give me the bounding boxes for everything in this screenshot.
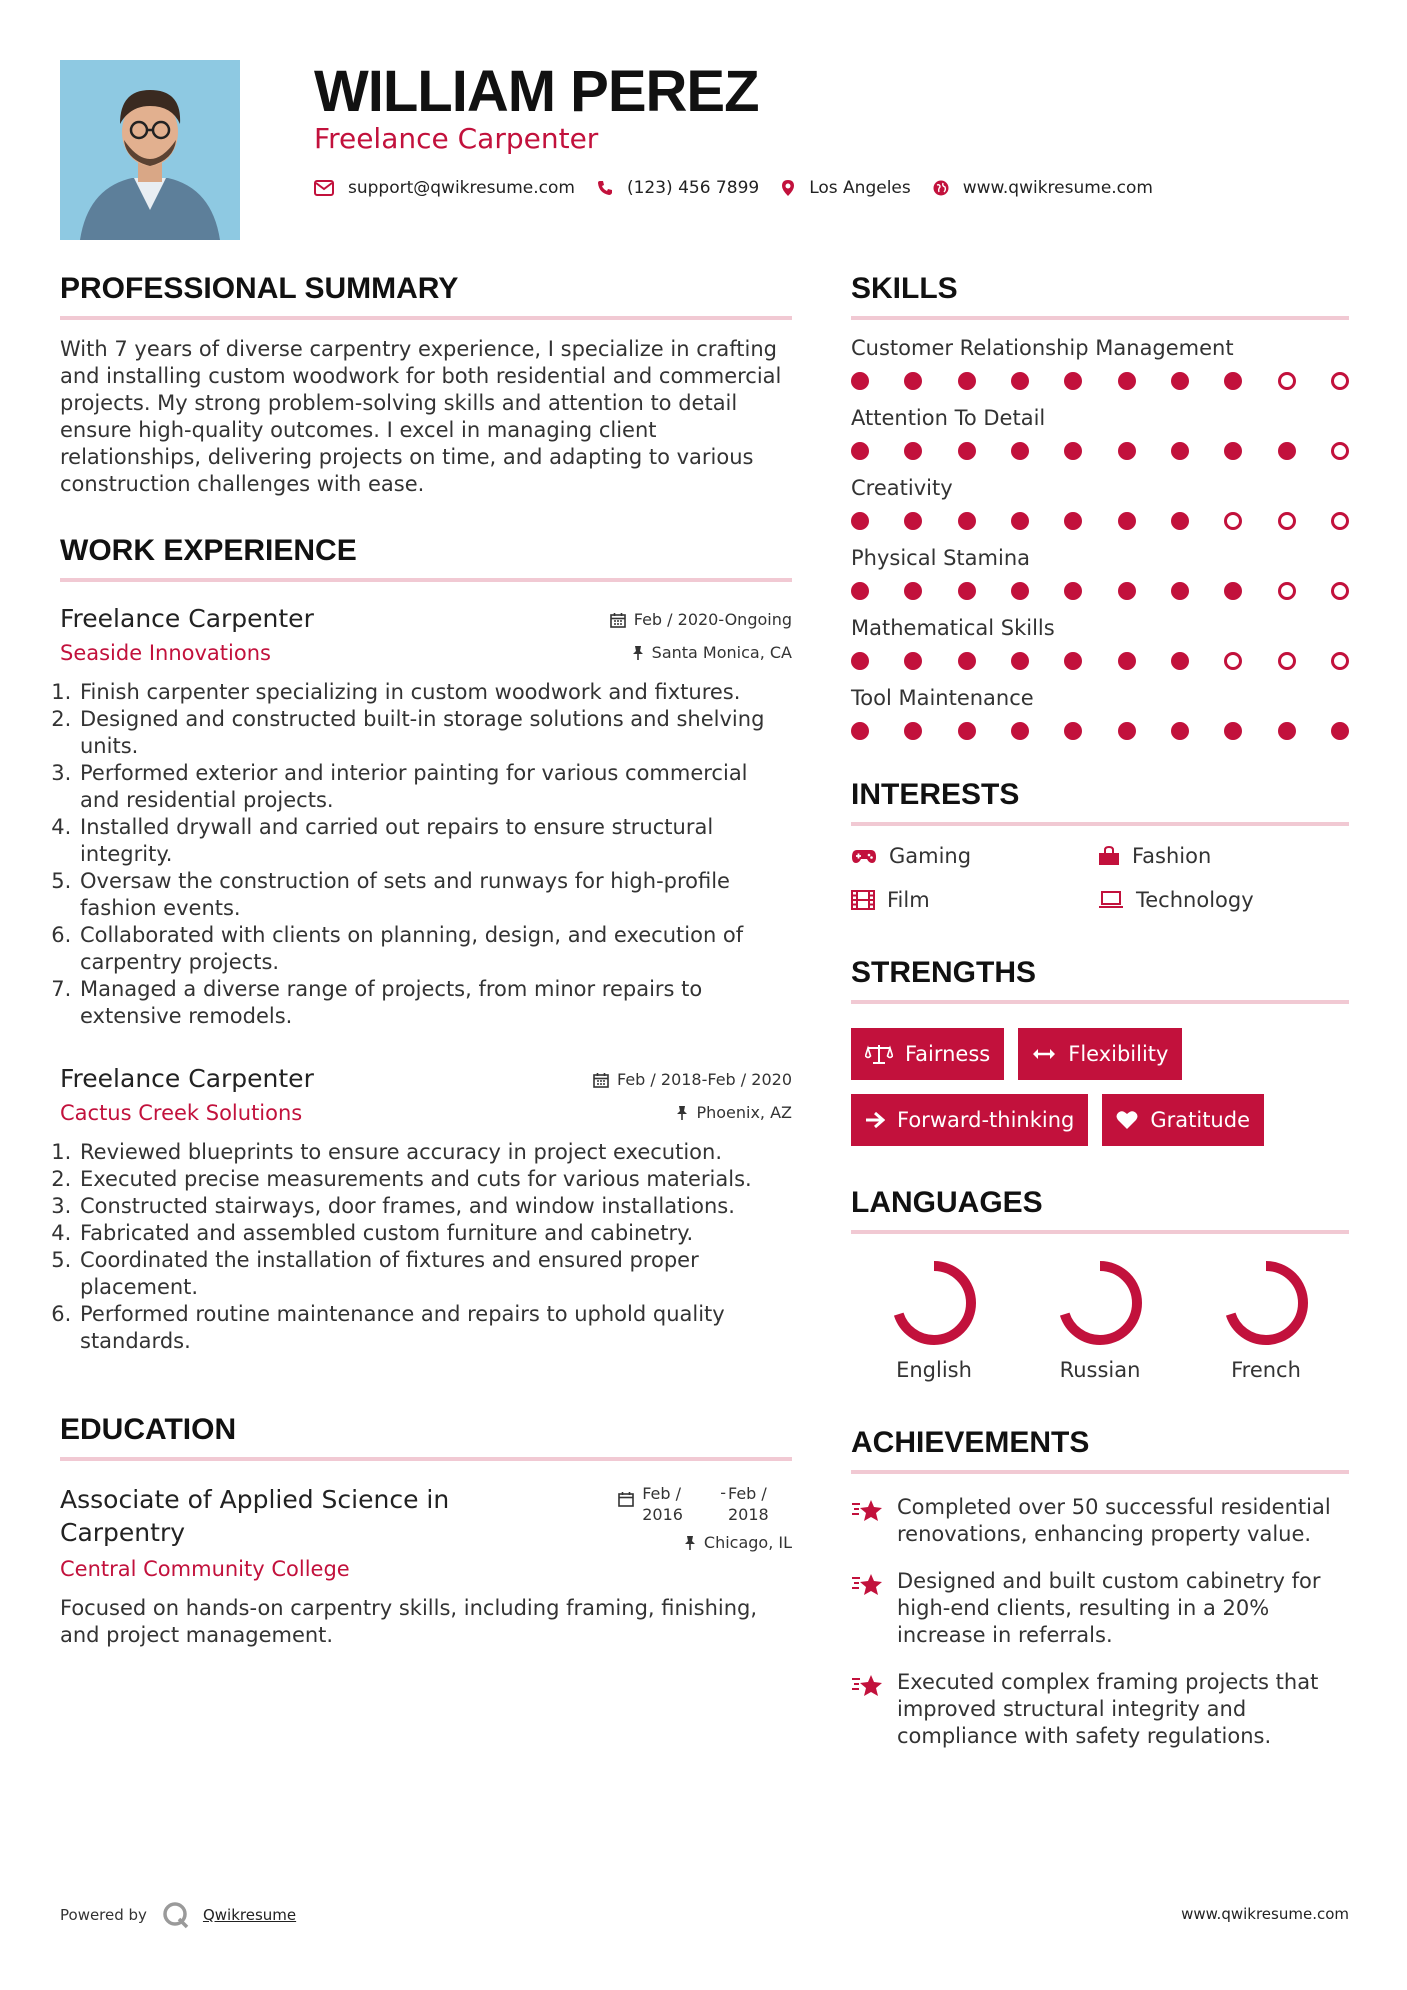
strength-badge [851,1028,1004,1080]
language-progress-arc [1063,1266,1137,1340]
interest-film [851,888,1098,912]
calendar-icon [593,1072,609,1088]
skill-rating [851,372,1349,390]
rating-dot-empty [1278,652,1296,670]
rating-dot-empty [1278,582,1296,600]
job-dates: Feb / 2018-Feb / 2020 [617,1070,792,1089]
interest-label: Technology [1136,888,1254,912]
language-name: English [896,1358,972,1382]
shopping-bag-icon [1098,846,1120,866]
rating-dot-empty [1278,512,1296,530]
skills-heading: SKILLS [851,272,1349,320]
location-text: Los Angeles [809,178,911,198]
arrows-horizontal-icon [1032,1047,1056,1061]
laptop-icon [1098,891,1124,909]
list-item: 3. Constructed stairways, door frames, and window installations. [78,1193,792,1220]
interest-gaming [851,844,1098,868]
skills-section [851,272,1349,740]
rating-dot-filled [851,652,869,670]
calendar-icon [618,1491,634,1507]
footer-powered-by [60,1900,296,1930]
strengths-section [851,956,1349,1150]
degree-title: Associate of Applied Science in Carpentry [60,1485,450,1547]
rating-dot-filled [1064,722,1082,740]
achievement-item [851,1669,1349,1750]
list-item: 4. Fabricated and assembled custom furniture and cabinetry. [78,1220,792,1247]
rating-dot-filled [1064,582,1082,600]
language-progress-arc [897,1266,971,1340]
list-item: 1. Finish carpenter specializing in custom woodwork and fixtures. [78,679,792,706]
job-company: Cactus Creek Solutions [60,1101,303,1125]
summary-text: With 7 years of diverse carpentry experience, I specialize in crafting and installing custom woodwork for both residential and commercial projects. My strong problem-solving skills and attention to detail ensure high-quality outcomes. I excel in managing client relationships, delivering projects on time, and adapting to various construction challenges with ease. [60,337,782,496]
strength-label: Fairness [905,1042,991,1066]
rating-dot-filled [1011,442,1029,460]
achievement-text: Designed and built custom cabinetry for high-end clients, resulting in a 20% increase in referrals. [897,1569,1321,1647]
rating-dot-filled [1118,372,1136,390]
rating-dot-empty [1224,652,1242,670]
rating-dot-filled [1011,582,1029,600]
interests-section [851,778,1349,912]
heart-icon [1116,1110,1138,1130]
rating-dot-filled [1278,722,1296,740]
rating-dot-empty [1331,652,1349,670]
phone-icon [597,180,613,196]
list-item: 2. Executed precise measurements and cuts for various materials. [78,1166,792,1193]
qwikresume-logo-icon [161,1900,191,1930]
rating-dot-filled [904,652,922,670]
strength-badge [1102,1094,1264,1146]
rating-dot-filled [1011,722,1029,740]
job-company: Seaside Innovations [60,641,271,665]
job-bullets [60,679,792,1030]
strength-badge [1018,1028,1182,1080]
languages-section [851,1186,1349,1382]
rating-dot-filled [1064,512,1082,530]
skill-name: Physical Stamina [851,546,1031,570]
rating-dot-filled [904,442,922,460]
edu-end: Feb / 2018 [728,1484,769,1524]
rating-dot-filled [958,442,976,460]
globe-icon [933,180,949,196]
language-progress-ring [889,1258,979,1348]
rating-dot-filled [851,582,869,600]
shooting-star-icon [851,1498,883,1524]
rating-dot-filled [1171,372,1189,390]
rating-dot-filled [1064,652,1082,670]
languages-heading: LANGUAGES [851,1186,1349,1234]
achievement-text: Completed over 50 successful residential renovations, enhancing property value. [897,1495,1331,1546]
left-column [60,272,792,1649]
skill-rating [851,582,1349,600]
job-role: Freelance Carpenter [60,604,314,633]
skill-name: Attention To Detail [851,406,1046,430]
envelope-icon [314,180,334,196]
language-progress-ring [1221,1258,1311,1348]
education-heading: EDUCATION [60,1413,792,1461]
strength-label: Flexibility [1068,1042,1169,1066]
skill-rating [851,512,1349,530]
strength-label: Gratitude [1150,1108,1250,1132]
rating-dot-filled [1118,442,1136,460]
education-section [60,1413,792,1649]
language-name: Russian [1059,1358,1141,1382]
rating-dot-filled [958,652,976,670]
summary-section [60,272,792,498]
job-location: Phoenix, AZ [696,1103,792,1122]
rating-dot-empty [1331,512,1349,530]
achievement-item [851,1568,1349,1649]
rating-dot-empty [1331,582,1349,600]
pin-icon [676,1105,688,1121]
interest-label: Film [887,888,930,912]
skill-name: Customer Relationship Management [851,336,1234,360]
skill-row [851,686,1349,740]
interests-heading: INTERESTS [851,778,1349,826]
experience-section [60,534,792,1355]
email-text: support@qwikresume.com [348,178,575,198]
edu-location: Chicago, IL [703,1533,792,1552]
rating-dot-filled [904,722,922,740]
rating-dot-filled [958,582,976,600]
rating-dot-filled [904,372,922,390]
job-entry [60,604,792,1030]
list-item: 6. Collaborated with clients on planning, design, and execution of carpentry projects. [78,922,792,976]
list-item: 7. Managed a diverse range of projects, from minor repairs to extensive remodels. [78,976,792,1030]
contact-email[interactable] [314,178,575,198]
interest-technology [1098,888,1345,912]
list-item: 2. Designed and constructed built-in storage solutions and shelving units. [78,706,792,760]
rating-dot-filled [1171,722,1189,740]
list-item: 4. Installed drywall and carried out repairs to ensure structural integrity. [78,814,792,868]
languages-list [851,1258,1349,1382]
job-role: Freelance Carpenter [60,1064,314,1093]
contact-phone[interactable] [597,178,759,198]
strengths-heading: STRENGTHS [851,956,1349,1004]
rating-dot-filled [1011,652,1029,670]
skill-row [851,336,1349,390]
rating-dot-filled [1118,582,1136,600]
language-progress-ring [1055,1258,1145,1348]
edu-description: Focused on hands-on carpentry skills, including framing, finishing, and project management. [60,1596,758,1647]
language-item [1183,1258,1349,1382]
achievement-text: Executed complex framing projects that improved structural integrity and compliance with safety regulations. [897,1670,1319,1748]
footer-website[interactable]: www.qwikresume.com [1181,1905,1349,1923]
calendar-icon [610,612,626,628]
skill-rating [851,722,1349,740]
achievement-item [851,1494,1349,1548]
list-item: 6. Performed routine maintenance and repairs to uphold quality standards. [78,1301,792,1355]
map-marker-icon [781,179,795,197]
rating-dot-filled [958,372,976,390]
shooting-star-icon [851,1572,883,1598]
education-entry: Associate of Applied Science in Carpentry Central Community College Feb / 2016 - Feb / 2018 Chicago, IL Focused on hands-on carpentry skills, including framing, finishing, and project management. [60,1483,792,1647]
rating-dot-empty [1331,372,1349,390]
rating-dot-filled [1118,652,1136,670]
interest-label: Fashion [1132,844,1212,868]
pin-icon [684,1535,696,1551]
strength-label: Forward-thinking [897,1108,1075,1132]
rating-dot-filled [851,372,869,390]
skills-list [851,336,1349,740]
rating-dot-filled [1224,442,1242,460]
rating-dot-filled [1171,512,1189,530]
summary-heading: PROFESSIONAL SUMMARY [60,272,792,320]
profile-photo [60,60,240,240]
job-bullets [60,1139,792,1355]
skill-row [851,406,1349,460]
strength-badge [851,1094,1088,1146]
interest-fashion [1098,844,1345,868]
rating-dot-filled [1278,442,1296,460]
skill-rating [851,442,1349,460]
qwikresume-link[interactable]: Qwikresume [202,1906,297,1924]
skill-name: Creativity [851,476,953,500]
job-entry [60,1064,792,1355]
rating-dot-filled [1171,652,1189,670]
achievements-heading: ACHIEVEMENTS [851,1426,1349,1474]
skill-rating [851,652,1349,670]
rating-dot-filled [1011,372,1029,390]
list-item: 5. Coordinated the installation of fixtures and ensured proper placement. [78,1247,792,1301]
contact-bar [314,178,1175,198]
rating-dot-filled [1331,722,1349,740]
rating-dot-filled [851,722,869,740]
skill-name: Tool Maintenance [851,686,1034,710]
experience-heading: WORK EXPERIENCE [60,534,792,582]
rating-dot-filled [1118,512,1136,530]
rating-dot-filled [1224,372,1242,390]
contact-location [781,178,911,198]
edu-start: Feb / 2016 [642,1484,683,1524]
balance-scale-icon [865,1043,893,1065]
list-item: 3. Performed exterior and interior painting for various commercial and residential projects. [78,760,792,814]
arrow-right-icon [865,1111,885,1129]
school-name: Central Community College [60,1557,350,1581]
achievements-section [851,1426,1349,1750]
rating-dot-filled [1064,442,1082,460]
rating-dot-filled [904,582,922,600]
rating-dot-filled [1171,582,1189,600]
job-dates: Feb / 2020-Ongoing [633,610,792,629]
list-item: 1. Reviewed blueprints to ensure accuracy in project execution. [78,1139,792,1166]
rating-dot-empty [1224,512,1242,530]
rating-dot-filled [904,512,922,530]
list-item: 5. Oversaw the construction of sets and runways for high-profile fashion events. [78,868,792,922]
film-icon [851,890,875,910]
rating-dot-filled [1011,512,1029,530]
phone-text: (123) 456 7899 [626,178,760,198]
rating-dot-filled [958,512,976,530]
website-text: www.qwikresume.com [962,178,1153,198]
rating-dot-filled [1224,722,1242,740]
interest-label: Gaming [889,844,972,868]
skill-row [851,546,1349,600]
rating-dot-filled [1118,722,1136,740]
rating-dot-filled [1064,372,1082,390]
pin-icon [632,645,644,661]
gamepad-icon [851,848,877,864]
rating-dot-empty [1278,372,1296,390]
skill-name: Mathematical Skills [851,616,1055,640]
language-progress-arc [1229,1266,1303,1340]
rating-dot-filled [851,442,869,460]
rating-dot-empty [1331,442,1349,460]
language-item [851,1258,1017,1382]
language-name: French [1231,1358,1301,1382]
candidate-title: Freelance Carpenter [314,122,599,155]
contact-website[interactable] [933,178,1153,198]
language-item [1017,1258,1183,1382]
powered-by-text: Powered by [60,1906,147,1924]
rating-dot-filled [1171,442,1189,460]
skill-row [851,616,1349,670]
candidate-name: WILLIAM PEREZ [314,59,759,124]
rating-dot-filled [851,512,869,530]
right-column [851,272,1349,1750]
rating-dot-filled [1224,582,1242,600]
skill-row [851,476,1349,530]
job-location: Santa Monica, CA [651,643,792,662]
rating-dot-filled [958,722,976,740]
shooting-star-icon [851,1673,883,1699]
